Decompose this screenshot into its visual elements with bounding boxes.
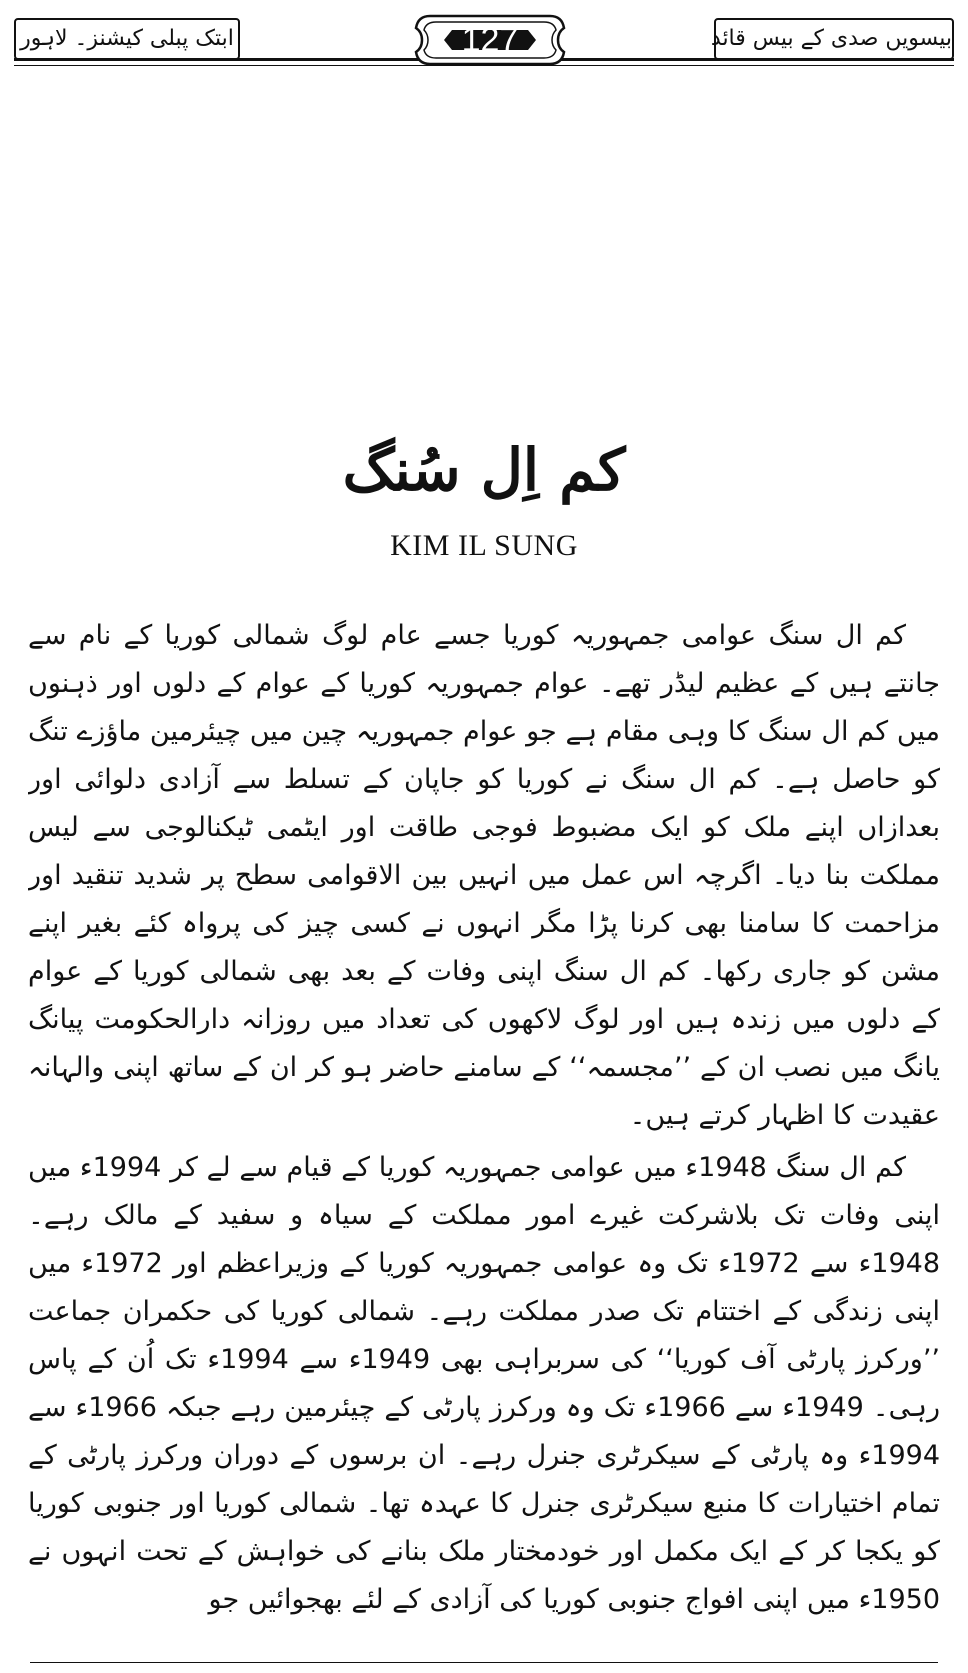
page-number-badge xyxy=(412,12,568,68)
publisher-name: ابتک پبلی کیشنز۔ لاہور xyxy=(14,18,240,60)
page-number: 127 xyxy=(461,21,519,59)
footer-rule xyxy=(30,1662,938,1663)
chapter-title-block xyxy=(0,430,968,564)
chapter-title-urdu: کم اِل سُنگ xyxy=(342,436,626,504)
book-title: بیسویں صدی کے بیس قائد xyxy=(714,18,954,60)
page-header xyxy=(14,6,954,98)
paragraph: کم ال سنگ عوامی جمہوریہ کوریا جسے عام لوگ شمالی کوریا کے نام سے جانتے ہیں کے عظیم لیڈر تھے۔ عوام جمہوریہ کوریا کے عوام کے دلوں اور ذہنوں میں کم ال سنگ کا وہی مقام ہے جو عوام جمہوریہ چین میں چیئرمین ماؤزے تنگ کو حاصل ہے۔ کم ال سنگ نے کوریا کو جاپان کے تسلط سے آزادی دلوائی اور بعدازاں اپنے ملک کو ایک مضبوط فوجی طاقت اور ایٹمی ٹیکنالوجی سے لیس مملکت بنا دیا۔ اگرچہ اس عمل میں انہیں بین الاقوامی سطح پر شدید تنقید اور مزاحمت کا سامنا بھی کرنا پڑا مگر انہوں نے کسی چیز کی پرواہ کئے بغیر اپنے مشن کو جاری رکھا۔ کم ال سنگ اپنی وفات کے بعد بھی شمالی کوریا کے عوام کے دلوں میں زندہ ہیں اور لوگ لاکھوں کی تعداد میں روزانہ دارالحکومت پیانگ یانگ میں نصب ان کے ’’مجسمہ‘‘ کے سامنے حاضر ہو کر ان کے ساتھ اپنی والہانہ عقیدت کا اظہار کرتے ہیں۔ xyxy=(28,620,940,1131)
article-body xyxy=(28,612,940,1664)
chapter-title-english: KIM IL SUNG xyxy=(390,529,578,562)
paragraph: کم ال سنگ 1948ء میں عوامی جمہوریہ کوریا کے قیام سے لے کر 1994ء میں اپنی وفات تک بلاشرکت غیرے امور مملکت کے سیاہ و سفید کے مالک رہے۔ 1948ء سے 1972ء تک وہ عوامی جمہوریہ کوریا کے وزیراعظم اور 1972ء میں اپنی زندگی کے اختتام تک صدر مملکت رہے۔ شمالی کوریا کی حکمران جماعت ’’ورکرز پارٹی آف کوریا‘‘ کی سربراہی بھی 1949ء سے 1994ء تک اُن کے پاس رہی۔ 1949ء سے 1966ء تک وہ ورکرز پارٹی کے چیئرمین رہے جبکہ 1966ء سے 1994ء وہ پارٹی کے سیکرٹری جنرل رہے۔ ان برسوں کے دوران ورکرز پارٹی کے تمام اختیارات کا منبع سیکرٹری جنرل کا عہدہ تھا۔ شمالی کوریا اور جنوبی کوریا کو یکجا کر کے ایک مکمل اور خودمختار ملک بنانے کی خواہش کے تحت انہوں نے 1950ء میں اپنی افواج جنوبی کوریا کی آزادی کے لئے بھجوائیں جو xyxy=(28,1152,940,1615)
